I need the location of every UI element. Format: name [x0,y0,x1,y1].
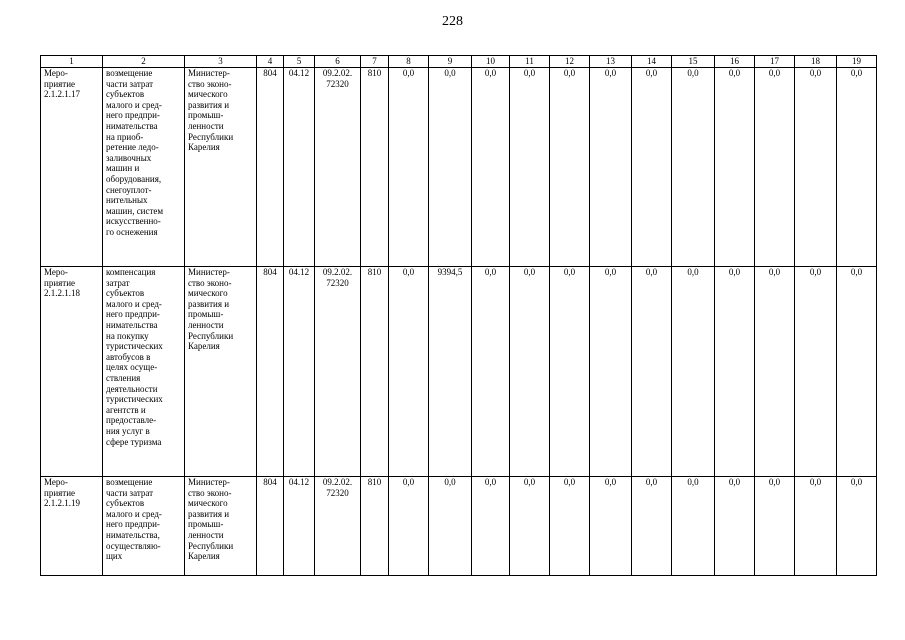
column-header: 17 [755,56,795,68]
cell-value: 0,0 [563,68,576,78]
column-header: 14 [632,56,672,68]
table-row [41,267,877,477]
cell-value: 0,0 [563,477,576,487]
measure-description: возмещение части затрат субъектов малого и сред- него предпри- нимательства, осуществляю- щих [106,477,162,562]
cell-value: 0,0 [484,267,497,277]
column-number-row [41,56,877,68]
cell-value: 0,0 [768,477,781,487]
cell-value: 0,0 [484,477,497,487]
cell-value: 0,0 [645,477,658,487]
column-header: 9 [429,56,472,68]
cell-value: 0,0 [809,267,822,277]
table-row [41,477,877,576]
cell-value: 04.12 [288,267,310,277]
measure-code: Меро- приятие 2.1.2.1.17 [44,68,80,100]
cell-value: 0,0 [687,68,699,78]
column-header: 5 [284,56,315,68]
page-number: 228 [442,14,463,29]
cell-value: 09.2.02. 72320 [322,477,353,498]
cell-value: 0,0 [523,267,536,277]
column-header: 2 [103,56,185,68]
cell-value: 04.12 [288,477,310,487]
cell-value: 0,0 [728,68,741,78]
cell-value: 804 [263,267,277,277]
column-header: 15 [672,56,715,68]
cell-value: 0,0 [604,267,617,277]
column-header: 4 [257,56,284,68]
cell-value: 810 [367,68,382,78]
cell-value: 0,0 [444,477,456,487]
cell-value: 0,0 [768,267,781,277]
cell-value: 9394,5 [437,267,463,277]
column-header: 1 [41,56,103,68]
column-header: 13 [590,56,632,68]
column-header: 16 [715,56,755,68]
cell-value: 0,0 [645,267,658,277]
cell-value: 0,0 [728,267,741,277]
cell-value: 0,0 [523,477,536,487]
budget-table [40,55,877,576]
column-header: 3 [185,56,257,68]
cell-value: 810 [367,477,382,487]
column-header: 12 [550,56,590,68]
cell-value: 09.2.02. 72320 [322,267,353,288]
measure-code: Меро- приятие 2.1.2.1.18 [44,267,80,299]
measure-description: возмещение части затрат субъектов малого и сред- него предпри- нимательства на приоб- ретение ледо- заливочных машин и оборудования, снегоуплот- нительных машин, систем искусственно- го оснежения [106,68,164,237]
column-header: 7 [361,56,389,68]
cell-value: 804 [263,477,277,487]
column-header: 8 [389,56,429,68]
column-header: 18 [795,56,837,68]
column-header: 19 [837,56,877,68]
cell-value: 0,0 [604,477,617,487]
cell-value: 09.2.02. 72320 [322,68,353,89]
column-header: 6 [315,56,361,68]
cell-value: 804 [263,68,277,78]
cell-value: 0,0 [402,267,415,277]
cell-value: 0,0 [809,68,822,78]
cell-value: 04.12 [288,68,310,78]
cell-value: 0,0 [687,477,699,487]
responsible-executor: Министер- ство эконо- мического развития и промыш- ленности Республики Карелия [188,267,234,352]
cell-value: 0,0 [850,68,863,78]
responsible-executor: Министер- ство эконо- мического развития и промыш- ленности Республики Карелия [188,68,234,153]
cell-value: 0,0 [850,267,863,277]
cell-value: 0,0 [402,477,415,487]
column-header: 10 [472,56,510,68]
measure-description: компенсация затрат субъектов малого и сред- него предпри- нимательства на покупку туристических автобусов в целях осуще- ствления деятельности туристических агентств и предоставле- ния услуг в сфере туризма [106,267,163,447]
cell-value: 0,0 [809,477,822,487]
cell-value: 0,0 [645,68,658,78]
cell-value: 0,0 [850,477,863,487]
cell-value: 0,0 [687,267,699,277]
column-header: 11 [510,56,550,68]
cell-value: 810 [367,267,382,277]
cell-value: 0,0 [563,267,576,277]
cell-value: 0,0 [523,68,536,78]
cell-value: 0,0 [768,68,781,78]
cell-value: 0,0 [402,68,415,78]
cell-value: 0,0 [444,68,456,78]
measure-code: Меро- приятие 2.1.2.1.19 [44,477,80,509]
table-row [41,68,877,267]
responsible-executor: Министер- ство эконо- мического развития и промыш- ленности Республики Карелия [188,477,234,562]
cell-value: 0,0 [484,68,497,78]
cell-value: 0,0 [604,68,617,78]
cell-value: 0,0 [728,477,741,487]
